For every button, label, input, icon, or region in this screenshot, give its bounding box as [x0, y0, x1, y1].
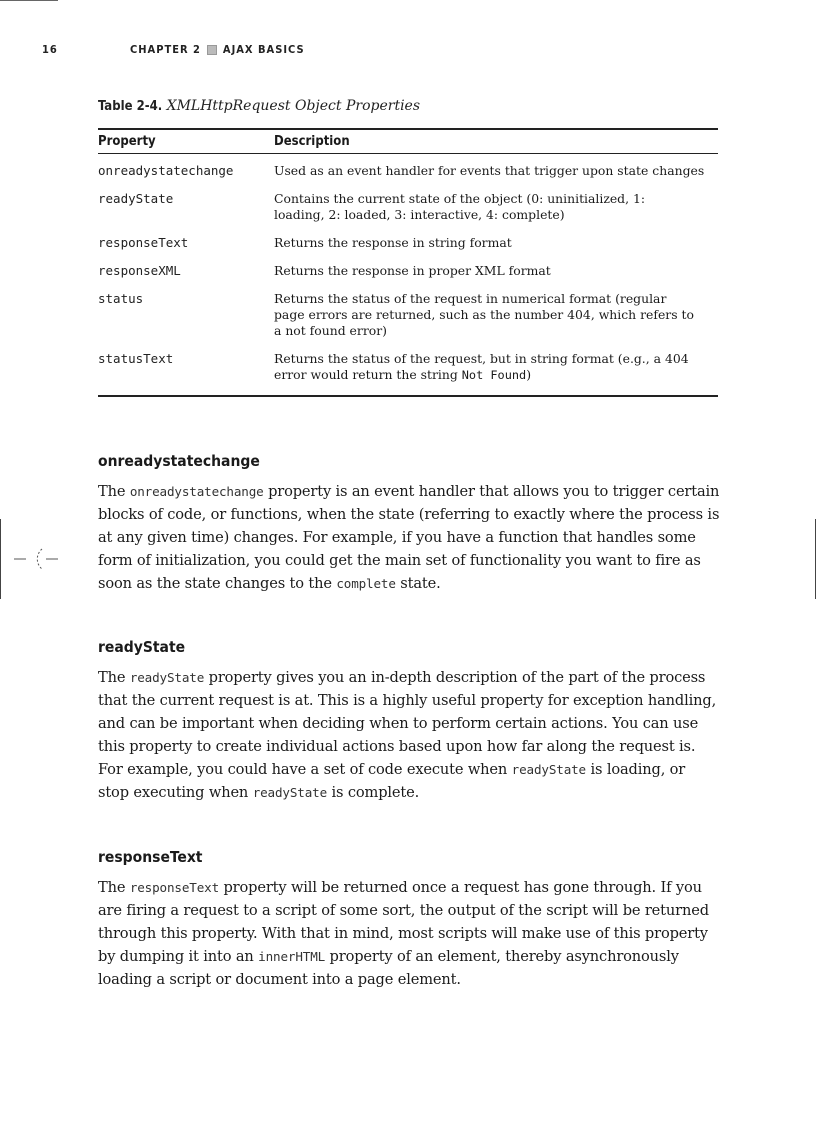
property-description: Returns the status of the request in numerical format (regular page errors are returned, such as the number 404, which refers to a not found error)	[274, 291, 694, 338]
inline-code: innerHTML	[258, 949, 326, 964]
property-description: Contains the current state of the object (0: uninitialized, 1: loading, 2: loaded, 3: interactive, 4: complete)	[274, 191, 646, 222]
table-row	[98, 339, 718, 395]
property-name: responseText	[98, 235, 189, 250]
section-paragraph	[98, 480, 720, 595]
text: The	[98, 669, 130, 686]
section-heading: onreadystatechange	[98, 452, 260, 470]
property-name: status	[98, 291, 144, 306]
text: is loading, or stop executing when	[98, 761, 686, 801]
inline-code: responseText	[129, 880, 219, 895]
inline-code: onreadystatechange	[129, 484, 264, 499]
section-responsetext	[98, 848, 720, 991]
registration-mark-icon	[0, 519, 62, 599]
property-description: Used as an event handler for events that trigger upon state changes	[274, 163, 705, 178]
inline-code: readyState	[129, 670, 205, 685]
text: property gives you an in-depth description of the part of the process that the current request is at. This is a highly useful property for exception handling, and can be important when deciding when to perform certain actions. You can use this property to create individual actions based upon how far along the request is. For example, you could have a set of code execute when	[98, 669, 717, 778]
table-header-row	[98, 130, 718, 153]
chapter-heading	[130, 43, 305, 56]
table-bottom-rule	[98, 395, 718, 397]
text: The	[98, 483, 130, 500]
inline-code: complete	[336, 576, 396, 591]
page-number: 16	[42, 43, 58, 56]
property-description	[274, 351, 718, 383]
inline-code: readyState	[252, 785, 328, 800]
table-row	[98, 279, 718, 339]
section-paragraph	[98, 876, 720, 991]
inline-code: Not Found	[461, 368, 527, 382]
text: property will be returned once a request has gone through. If you are firing a request to a script of some sort, the output of the script will be returned through this property. With that in mind, most scripts will make use of this property by dumping it into an	[98, 879, 709, 965]
chapter-title: AJAX BASICS	[222, 43, 305, 56]
table-caption	[98, 98, 420, 114]
square-bullet-icon	[207, 45, 217, 55]
property-name: readyState	[98, 191, 174, 206]
section-heading: responseText	[98, 848, 203, 866]
description-text: )	[526, 367, 532, 382]
property-name: responseXML	[98, 263, 181, 278]
text: state.	[395, 575, 441, 592]
property-name: onreadystatechange	[98, 163, 234, 178]
top-crop-line	[0, 0, 58, 1]
property-name: statusText	[98, 351, 174, 366]
column-header-description: Description	[274, 134, 350, 149]
text: property is an event handler that allows you to trigger certain blocks of code, or functions, when the state (referring to exactly where the process is at any given time) changes. For example, if you have a function that handles some form of initialization, you could get the main set of functionality you want to fire as soon as the state changes to the	[98, 483, 720, 592]
table-row	[98, 223, 718, 251]
table-label: Table 2-4.	[98, 99, 163, 114]
section-paragraph	[98, 666, 720, 804]
table-title: XMLHttpRequest Object Properties	[166, 98, 421, 114]
table-row	[98, 251, 718, 279]
text: The	[98, 879, 130, 896]
inline-code: readyState	[511, 762, 586, 777]
property-description: Returns the response in proper XML format	[274, 263, 551, 278]
section-onreadystatechange	[98, 452, 720, 595]
property-description: Returns the response in string format	[274, 235, 512, 250]
section-readystate	[98, 638, 720, 804]
chapter-label: CHAPTER 2	[130, 43, 201, 56]
section-heading: readyState	[98, 638, 186, 656]
text: property of an element, thereby asynchronously loading a script or document into a page element.	[98, 948, 679, 988]
properties-table	[98, 128, 718, 397]
table-row	[98, 179, 718, 223]
table-row	[98, 154, 718, 179]
description-text: Returns the status of the request, but in string format (e.g., a 404 error would return the string	[274, 351, 689, 382]
text: is complete.	[327, 784, 420, 801]
column-header-property: Property	[98, 134, 156, 149]
